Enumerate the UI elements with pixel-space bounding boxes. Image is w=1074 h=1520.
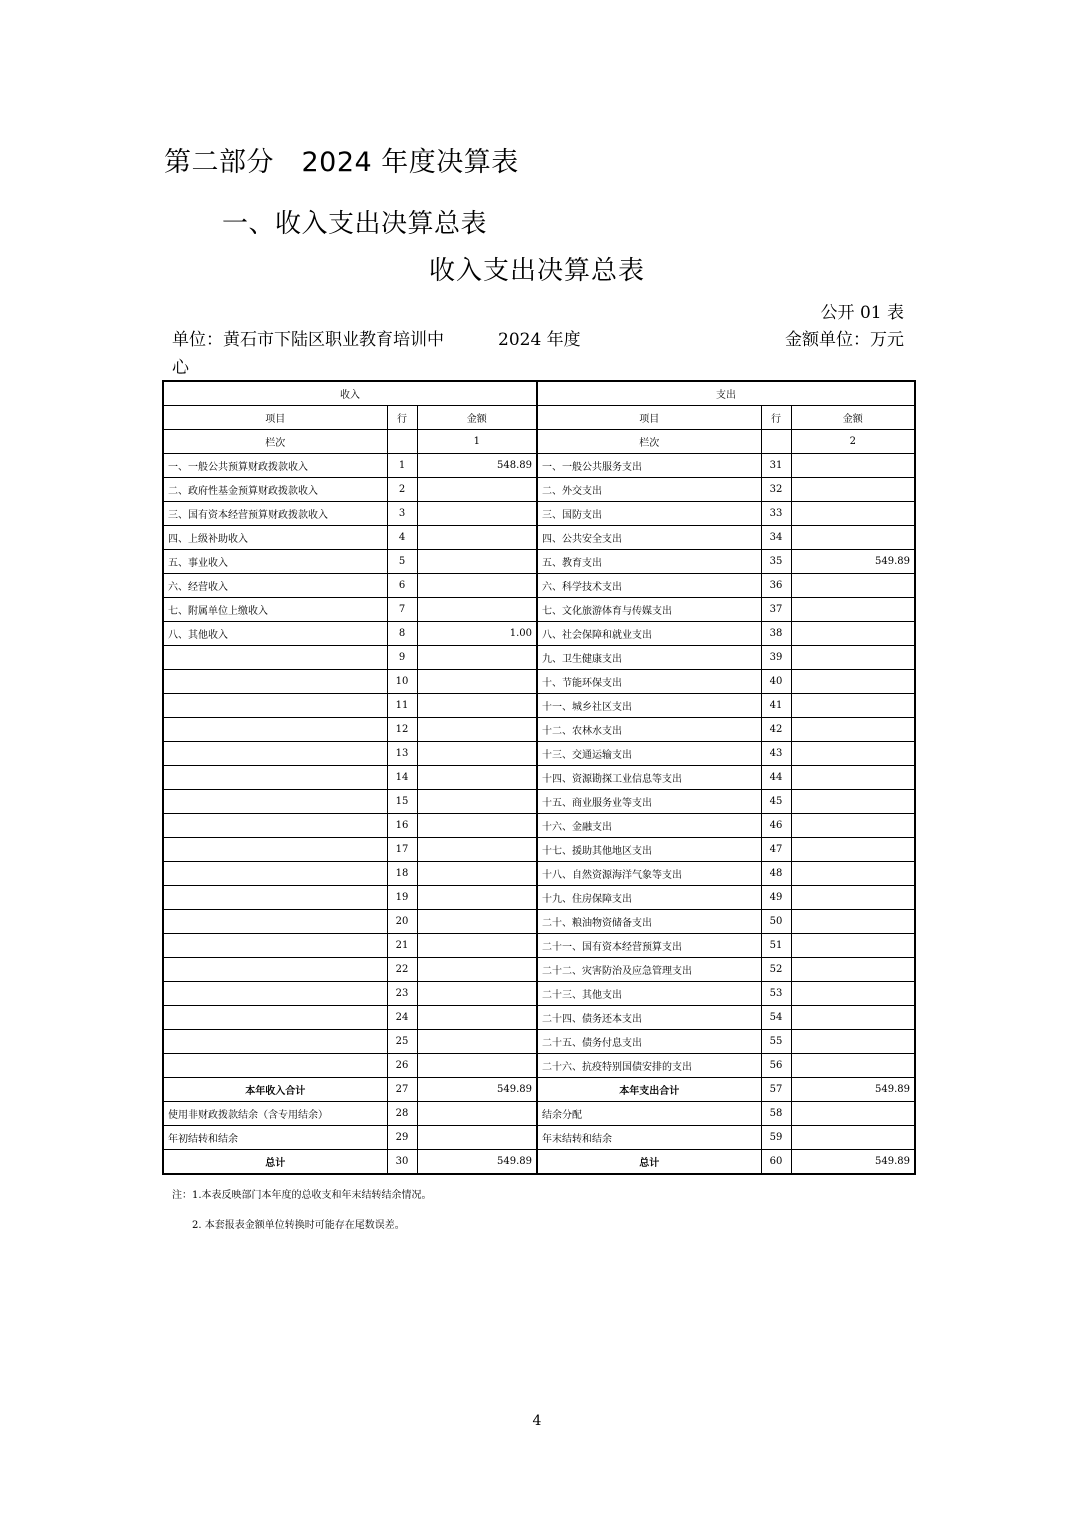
income-line: 21 bbox=[387, 934, 417, 958]
table-title: 收入支出决算总表 bbox=[428, 256, 645, 286]
income-amount bbox=[417, 982, 537, 1006]
table-row bbox=[163, 622, 915, 646]
income-amount bbox=[417, 526, 537, 550]
income-item bbox=[163, 934, 387, 958]
expense-item: 五、教育支出 bbox=[537, 550, 761, 574]
expense-line: 42 bbox=[761, 718, 791, 742]
income-line: 9 bbox=[387, 646, 417, 670]
income-item: 三、国有资本经营预算财政拨款收入 bbox=[163, 502, 387, 526]
expense-header: 支出 bbox=[537, 381, 915, 406]
table-row bbox=[163, 790, 915, 814]
expense-item: 八、社会保障和就业支出 bbox=[537, 622, 761, 646]
income-amount: 549.89 bbox=[417, 1150, 537, 1175]
income-line: 2 bbox=[387, 478, 417, 502]
income-line: 5 bbox=[387, 550, 417, 574]
income-item bbox=[163, 814, 387, 838]
table-row bbox=[163, 910, 915, 934]
table-section-header-row bbox=[163, 381, 915, 406]
expense-line: 49 bbox=[761, 886, 791, 910]
expense-amount bbox=[791, 742, 915, 766]
income-amount bbox=[417, 574, 537, 598]
expense-item: 十九、住房保障支出 bbox=[537, 886, 761, 910]
income-line: 15 bbox=[387, 790, 417, 814]
table-row bbox=[163, 1126, 915, 1150]
expense-item: 一、一般公共服务支出 bbox=[537, 454, 761, 478]
income-line: 29 bbox=[387, 1126, 417, 1150]
income-amount bbox=[417, 886, 537, 910]
income-amount bbox=[417, 478, 537, 502]
income-item: 八、其他收入 bbox=[163, 622, 387, 646]
expense-item: 六、科学技术支出 bbox=[537, 574, 761, 598]
income-item bbox=[163, 1054, 387, 1078]
income-item: 本年收入合计 bbox=[163, 1078, 387, 1102]
expense-amount bbox=[791, 598, 915, 622]
table-row bbox=[163, 958, 915, 982]
table-row bbox=[163, 1054, 915, 1078]
expense-amount bbox=[791, 670, 915, 694]
expense-amount bbox=[791, 1102, 915, 1126]
income-amount bbox=[417, 550, 537, 574]
table-row bbox=[163, 886, 915, 910]
expense-line: 54 bbox=[761, 1006, 791, 1030]
income-amount bbox=[417, 1006, 537, 1030]
expense-item: 十四、资源勘探工业信息等支出 bbox=[537, 766, 761, 790]
expense-amount bbox=[791, 982, 915, 1006]
table-column-header-row bbox=[163, 406, 915, 430]
income-item bbox=[163, 694, 387, 718]
income-line: 12 bbox=[387, 718, 417, 742]
income-line: 27 bbox=[387, 1078, 417, 1102]
expense-item: 二十二、灾害防治及应急管理支出 bbox=[537, 958, 761, 982]
table-row bbox=[163, 1006, 915, 1030]
income-line: 7 bbox=[387, 598, 417, 622]
expense-amount bbox=[791, 886, 915, 910]
table-row bbox=[163, 694, 915, 718]
expense-amount bbox=[791, 790, 915, 814]
expense-line: 50 bbox=[761, 910, 791, 934]
expense-amount bbox=[791, 502, 915, 526]
income-line: 13 bbox=[387, 742, 417, 766]
expense-amount bbox=[791, 766, 915, 790]
expense-item: 四、公共安全支出 bbox=[537, 526, 761, 550]
expense-amount bbox=[791, 862, 915, 886]
expense-amount bbox=[791, 622, 915, 646]
expense-line: 48 bbox=[761, 862, 791, 886]
expense-col-line: 行 bbox=[761, 406, 791, 430]
income-item: 年初结转和结余 bbox=[163, 1126, 387, 1150]
income-amount: 549.89 bbox=[417, 1078, 537, 1102]
expense-seq-line bbox=[761, 430, 791, 454]
expense-item: 十五、商业服务业等支出 bbox=[537, 790, 761, 814]
income-line: 19 bbox=[387, 886, 417, 910]
unit-label: 单位：黄石市下陆区职业教育培训中心 bbox=[172, 330, 444, 378]
table-row bbox=[163, 670, 915, 694]
income-amount bbox=[417, 838, 537, 862]
table-row bbox=[163, 838, 915, 862]
table-row bbox=[163, 478, 915, 502]
expense-line: 44 bbox=[761, 766, 791, 790]
income-item bbox=[163, 790, 387, 814]
expense-amount bbox=[791, 646, 915, 670]
income-item bbox=[163, 862, 387, 886]
income-item bbox=[163, 670, 387, 694]
income-amount bbox=[417, 1054, 537, 1078]
part-title: 第二部分 2024 年度决算表 bbox=[164, 147, 519, 178]
income-line: 4 bbox=[387, 526, 417, 550]
income-item bbox=[163, 1006, 387, 1030]
expense-item: 二十六、抗疫特别国债安排的支出 bbox=[537, 1054, 761, 1078]
expense-item: 二十、粮油物资储备支出 bbox=[537, 910, 761, 934]
expense-amount bbox=[791, 574, 915, 598]
table-row bbox=[163, 742, 915, 766]
income-line: 3 bbox=[387, 502, 417, 526]
expense-item: 十、节能环保支出 bbox=[537, 670, 761, 694]
income-item: 总计 bbox=[163, 1150, 387, 1175]
income-item: 一、一般公共预算财政拨款收入 bbox=[163, 454, 387, 478]
expense-col-no: 2 bbox=[791, 430, 915, 454]
table-total-row bbox=[163, 1078, 915, 1102]
expense-line: 57 bbox=[761, 1078, 791, 1102]
expense-line: 33 bbox=[761, 502, 791, 526]
income-amount bbox=[417, 502, 537, 526]
expense-amount bbox=[791, 1030, 915, 1054]
expense-item: 二、外交支出 bbox=[537, 478, 761, 502]
expense-amount bbox=[791, 526, 915, 550]
income-line: 11 bbox=[387, 694, 417, 718]
expense-item: 十三、交通运输支出 bbox=[537, 742, 761, 766]
expense-line: 35 bbox=[761, 550, 791, 574]
expense-amount bbox=[791, 454, 915, 478]
expense-line: 46 bbox=[761, 814, 791, 838]
expense-amount: 549.89 bbox=[791, 550, 915, 574]
expense-line: 45 bbox=[761, 790, 791, 814]
income-amount bbox=[417, 934, 537, 958]
expense-amount bbox=[791, 1006, 915, 1030]
table-row bbox=[163, 454, 915, 478]
income-item bbox=[163, 910, 387, 934]
expense-item: 二十三、其他支出 bbox=[537, 982, 761, 1006]
income-col-no: 1 bbox=[417, 430, 537, 454]
expense-amount: 549.89 bbox=[791, 1078, 915, 1102]
income-line: 17 bbox=[387, 838, 417, 862]
expense-seq-label: 栏次 bbox=[537, 430, 761, 454]
income-item bbox=[163, 886, 387, 910]
income-line: 14 bbox=[387, 766, 417, 790]
expense-item: 九、卫生健康支出 bbox=[537, 646, 761, 670]
income-line: 6 bbox=[387, 574, 417, 598]
income-amount bbox=[417, 862, 537, 886]
expense-col-item: 项目 bbox=[537, 406, 761, 430]
table-row bbox=[163, 1030, 915, 1054]
income-item: 六、经营收入 bbox=[163, 574, 387, 598]
income-amount bbox=[417, 1030, 537, 1054]
expense-item: 十二、农林水支出 bbox=[537, 718, 761, 742]
expense-amount bbox=[791, 838, 915, 862]
income-amount: 548.89 bbox=[417, 454, 537, 478]
income-amount bbox=[417, 742, 537, 766]
income-line: 23 bbox=[387, 982, 417, 1006]
income-item bbox=[163, 646, 387, 670]
expense-item: 十八、自然资源海洋气象等支出 bbox=[537, 862, 761, 886]
expense-line: 52 bbox=[761, 958, 791, 982]
expense-line: 40 bbox=[761, 670, 791, 694]
income-expense-table bbox=[162, 380, 916, 1175]
note-2: 2. 本套报表金额单位转换时可能存在尾数误差。 bbox=[192, 1220, 405, 1231]
section-title: 一、收入支出决算总表 bbox=[222, 209, 488, 239]
income-amount: 1.00 bbox=[417, 622, 537, 646]
expense-amount bbox=[791, 1054, 915, 1078]
expense-amount bbox=[791, 934, 915, 958]
table-row bbox=[163, 502, 915, 526]
money-unit: 金额单位：万元 bbox=[785, 330, 904, 350]
income-line: 26 bbox=[387, 1054, 417, 1078]
income-amount bbox=[417, 790, 537, 814]
income-line: 10 bbox=[387, 670, 417, 694]
income-amount bbox=[417, 814, 537, 838]
note-1: 注：1.本表反映部门本年度的总收支和年末结转结余情况。 bbox=[172, 1190, 432, 1201]
income-line: 25 bbox=[387, 1030, 417, 1054]
table-row bbox=[163, 574, 915, 598]
income-seq-line bbox=[387, 430, 417, 454]
expense-line: 47 bbox=[761, 838, 791, 862]
expense-amount bbox=[791, 958, 915, 982]
income-line: 16 bbox=[387, 814, 417, 838]
table-row bbox=[163, 766, 915, 790]
expense-line: 31 bbox=[761, 454, 791, 478]
expense-item: 二十四、债务还本支出 bbox=[537, 1006, 761, 1030]
table-total-row bbox=[163, 1150, 915, 1175]
income-item bbox=[163, 1030, 387, 1054]
expense-amount: 549.89 bbox=[791, 1150, 915, 1175]
expense-line: 38 bbox=[761, 622, 791, 646]
expense-item: 年末结转和结余 bbox=[537, 1126, 761, 1150]
table-code: 公开 01 表 bbox=[820, 303, 904, 323]
expense-line: 53 bbox=[761, 982, 791, 1006]
expense-line: 39 bbox=[761, 646, 791, 670]
income-amount bbox=[417, 910, 537, 934]
table-body bbox=[163, 454, 915, 1175]
expense-line: 59 bbox=[761, 1126, 791, 1150]
table-row bbox=[163, 718, 915, 742]
expense-line: 37 bbox=[761, 598, 791, 622]
income-item bbox=[163, 838, 387, 862]
income-line: 28 bbox=[387, 1102, 417, 1126]
expense-line: 36 bbox=[761, 574, 791, 598]
table-row bbox=[163, 1102, 915, 1126]
income-col-amount: 金额 bbox=[417, 406, 537, 430]
year-label: 2024 年度 bbox=[498, 330, 581, 350]
table-row bbox=[163, 646, 915, 670]
expense-item: 总计 bbox=[537, 1150, 761, 1175]
income-item: 四、上级补助收入 bbox=[163, 526, 387, 550]
expense-line: 58 bbox=[761, 1102, 791, 1126]
expense-item: 本年支出合计 bbox=[537, 1078, 761, 1102]
income-amount bbox=[417, 766, 537, 790]
expense-amount bbox=[791, 694, 915, 718]
income-line: 30 bbox=[387, 1150, 417, 1175]
income-item: 五、事业收入 bbox=[163, 550, 387, 574]
expense-item: 结余分配 bbox=[537, 1102, 761, 1126]
income-item bbox=[163, 982, 387, 1006]
expense-line: 56 bbox=[761, 1054, 791, 1078]
income-line: 1 bbox=[387, 454, 417, 478]
expense-line: 41 bbox=[761, 694, 791, 718]
table-row bbox=[163, 982, 915, 1006]
income-amount bbox=[417, 1126, 537, 1150]
table-seq-row bbox=[163, 430, 915, 454]
expense-amount bbox=[791, 478, 915, 502]
table-row bbox=[163, 598, 915, 622]
income-col-item: 项目 bbox=[163, 406, 387, 430]
table-row bbox=[163, 526, 915, 550]
income-header: 收入 bbox=[163, 381, 537, 406]
expense-col-amount: 金额 bbox=[791, 406, 915, 430]
income-amount bbox=[417, 958, 537, 982]
table-row bbox=[163, 814, 915, 838]
page-number: 4 bbox=[532, 1413, 542, 1429]
income-amount bbox=[417, 1102, 537, 1126]
expense-line: 32 bbox=[761, 478, 791, 502]
income-item bbox=[163, 766, 387, 790]
income-item: 二、政府性基金预算财政拨款收入 bbox=[163, 478, 387, 502]
income-item: 使用非财政拨款结余（含专用结余） bbox=[163, 1102, 387, 1126]
expense-item: 十一、城乡社区支出 bbox=[537, 694, 761, 718]
income-amount bbox=[417, 646, 537, 670]
income-item bbox=[163, 742, 387, 766]
expense-amount bbox=[791, 718, 915, 742]
income-line: 20 bbox=[387, 910, 417, 934]
expense-item: 二十一、国有资本经营预算支出 bbox=[537, 934, 761, 958]
expense-line: 60 bbox=[761, 1150, 791, 1175]
table-row bbox=[163, 862, 915, 886]
income-line: 24 bbox=[387, 1006, 417, 1030]
expense-amount bbox=[791, 814, 915, 838]
expense-item: 三、国防支出 bbox=[537, 502, 761, 526]
expense-amount bbox=[791, 910, 915, 934]
expense-line: 43 bbox=[761, 742, 791, 766]
expense-item: 十七、援助其他地区支出 bbox=[537, 838, 761, 862]
expense-line: 51 bbox=[761, 934, 791, 958]
income-item bbox=[163, 718, 387, 742]
expense-line: 34 bbox=[761, 526, 791, 550]
expense-item: 十六、金融支出 bbox=[537, 814, 761, 838]
expense-item: 二十五、债务付息支出 bbox=[537, 1030, 761, 1054]
income-line: 8 bbox=[387, 622, 417, 646]
income-amount bbox=[417, 670, 537, 694]
income-item: 七、附属单位上缴收入 bbox=[163, 598, 387, 622]
income-seq-label: 栏次 bbox=[163, 430, 387, 454]
income-line: 22 bbox=[387, 958, 417, 982]
income-amount bbox=[417, 718, 537, 742]
expense-line: 55 bbox=[761, 1030, 791, 1054]
income-amount bbox=[417, 694, 537, 718]
income-line: 18 bbox=[387, 862, 417, 886]
income-item bbox=[163, 958, 387, 982]
income-col-line: 行 bbox=[387, 406, 417, 430]
table-row bbox=[163, 550, 915, 574]
table-row bbox=[163, 934, 915, 958]
expense-amount bbox=[791, 1126, 915, 1150]
income-amount bbox=[417, 598, 537, 622]
expense-item: 七、文化旅游体育与传媒支出 bbox=[537, 598, 761, 622]
